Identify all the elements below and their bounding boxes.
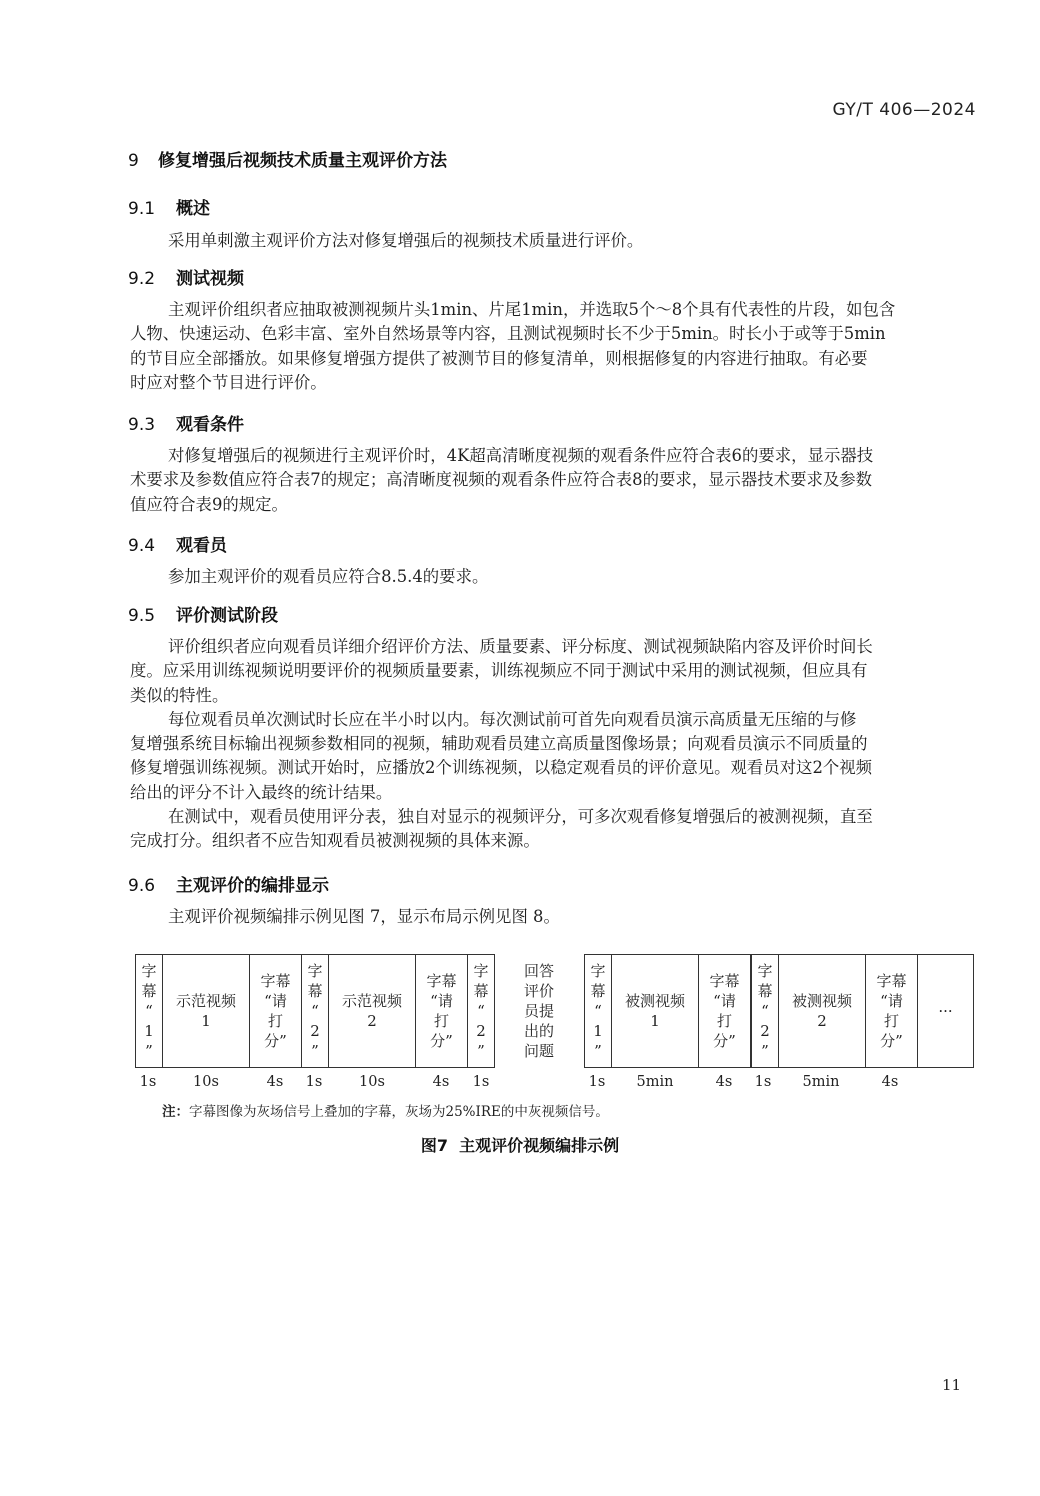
section-9-3-title: 观看条件 — [176, 415, 244, 435]
schedule-cell — [301, 954, 329, 1068]
caption-number: 图7 — [420, 1136, 448, 1155]
schedule-cell-text: 幕 — [307, 982, 323, 1000]
paragraph-line: 术要求及参数值应符合表7的规定；高清晰度视频的观看条件应符合表8的要求，显示器技术要求及参数 — [130, 470, 873, 490]
paragraph-line: 人物、快速运动、色彩丰富、室外自然场景等内容，且测试视频时长不少于5min。时长小于或等于5min — [130, 324, 886, 344]
schedule-cell-text: 字 — [473, 962, 489, 980]
schedule-cell-text: 2 — [367, 1012, 377, 1030]
schedule-cell-text: ” — [594, 1042, 602, 1060]
timeline-duration: 1s — [305, 1074, 323, 1090]
schedule-cell-text: “请 — [880, 992, 903, 1010]
schedule-cell-text: 幕 — [473, 982, 489, 1000]
schedule-cell-text: 被测视频 — [624, 992, 685, 1010]
schedule-cell-text: 打 — [433, 1012, 449, 1030]
schedule-cell-text: 1 — [144, 1022, 154, 1040]
schedule-cell-text: 打 — [883, 1012, 899, 1030]
schedule-cell-text: 1 — [593, 1022, 603, 1040]
schedule-cell-text: 字 — [590, 962, 606, 980]
schedule-cell-text: 出的 — [523, 1022, 554, 1040]
section-9-5-title: 评价测试阶段 — [176, 606, 278, 626]
schedule-cell-text: ” — [311, 1042, 319, 1060]
paragraph-line: 时应对整个节目进行评价。 — [130, 372, 327, 392]
paragraph-line: 主观评价组织者应抽取被测视频片头1min、片尾1min，并选取5个～8个具有代表性的片段，如包含 — [168, 300, 896, 319]
section-9-2-title: 测试视频 — [176, 269, 244, 289]
schedule-cell-text: ” — [761, 1042, 769, 1060]
timeline-duration: 1s — [472, 1074, 490, 1090]
schedule-cell — [249, 954, 302, 1068]
paragraph-line: 采用单刺激主观评价方法对修复增强后的视频技术质量进行评价。 — [168, 231, 644, 250]
paragraph-line: 对修复增强后的视频进行主观评价时，4K超高清晰度视频的观看条件应符合表6的要求，显示器技 — [168, 446, 874, 465]
section-9-2-heading — [128, 264, 244, 289]
schedule-cell — [917, 954, 974, 1068]
page-number: 11 — [942, 1376, 962, 1394]
section-9-heading — [128, 146, 447, 171]
paragraph-line: 给出的评分不计入最终的统计结果。 — [130, 782, 393, 802]
schedule-cell-text: “ — [761, 1002, 769, 1020]
timeline-duration: 1s — [139, 1074, 157, 1090]
schedule-cell-text: 示范视频 — [341, 992, 402, 1010]
schedule-cell-text: “ — [594, 1002, 602, 1020]
section-9-3-body — [130, 444, 978, 517]
schedule-cell-text: 问题 — [523, 1042, 554, 1060]
schedule-cell-text: 打 — [716, 1012, 732, 1030]
paragraph-line: 的节目应全部播放。如果修复增强方提供了被测节目的修复清单，则根据修复的内容进行抽取。有必要 — [130, 348, 868, 368]
section-9-3-heading — [128, 410, 244, 435]
schedule-cell — [751, 954, 779, 1068]
caption-title: 主观评价视频编排示例 — [459, 1136, 620, 1155]
schedule-cell — [611, 954, 699, 1068]
figure-7-note — [162, 1100, 609, 1120]
section-9-number: 9 — [128, 151, 139, 171]
timeline-duration: 4s — [432, 1074, 450, 1090]
section-9-4-number: 9.4 — [128, 536, 156, 556]
schedule-cell — [162, 954, 250, 1068]
paragraph-line: 评价组织者应向观看员详细介绍评价方法、质量要素、评分标度、测试视频缺陷内容及评价时间长 — [168, 637, 873, 656]
section-9-6-title: 主观评价的编排显示 — [176, 876, 329, 896]
paragraph-line: 度。应采用训练视频说明要评价的视频质量要素，训练视频应不同于测试中采用的测试视频，但应具有 — [130, 661, 868, 681]
timeline-duration: 5min — [802, 1074, 840, 1090]
section-9-1-body — [130, 229, 978, 253]
schedule-cell-text: 示范视频 — [175, 992, 236, 1010]
schedule-cell — [698, 954, 751, 1068]
schedule-cell-text: 分” — [264, 1032, 287, 1050]
section-9-6-number: 9.6 — [128, 876, 156, 896]
timeline-duration: 5min — [636, 1074, 674, 1090]
timeline-duration: 4s — [715, 1074, 733, 1090]
schedule-cell-text: 字幕 — [426, 972, 457, 990]
schedule-cell-text: 分” — [880, 1032, 903, 1050]
schedule-cell-text: 字 — [307, 962, 323, 980]
figure-7-caption — [0, 1133, 1040, 1156]
schedule-cell-text: 分” — [713, 1032, 736, 1050]
schedule-cell-text: 字幕 — [260, 972, 291, 990]
section-9-1-heading — [128, 194, 210, 219]
schedule-cell-text: 字 — [141, 962, 157, 980]
schedule-cell-text: ” — [145, 1042, 153, 1060]
schedule-cell-text: 员提 — [523, 1002, 554, 1020]
schedule-cell-text: “ — [145, 1002, 153, 1020]
section-9-3-number: 9.3 — [128, 415, 156, 435]
paragraph-line: 值应符合表9的规定。 — [130, 494, 288, 514]
section-9-1-title: 概述 — [176, 199, 210, 219]
schedule-cell-text: 幕 — [141, 982, 157, 1000]
schedule-cell-text: “ — [477, 1002, 485, 1020]
schedule-cell-text: 幕 — [757, 982, 773, 1000]
timeline-duration: 4s — [881, 1074, 899, 1090]
schedule-cell-text: “请 — [713, 992, 736, 1010]
timeline-duration: 1s — [588, 1074, 606, 1090]
schedule-cell-text: ··· — [938, 1002, 953, 1020]
paragraph-line: 修复增强训练视频。测试开始时，应播放2个训练视频，以稳定观看员的评价意见。观看员对这2个视频 — [130, 758, 873, 778]
schedule-cell-text: 幕 — [590, 982, 606, 1000]
section-9-5-heading — [128, 601, 278, 626]
schedule-cell-text: 2 — [817, 1012, 827, 1030]
paragraph-line: 每位观看员单次测试时长应在半小时以内。每次测试前可首先向观看员演示高质量无压缩的与修 — [168, 709, 857, 729]
schedule-cell-text: 评价 — [523, 982, 554, 1000]
section-9-4-title: 观看员 — [176, 536, 227, 556]
schedule-cell-text: 字 — [757, 962, 773, 980]
section-9-5-body — [130, 635, 978, 854]
section-9-2-number: 9.2 — [128, 269, 156, 289]
paragraph-line: 参加主观评价的观看员应符合8.5.4的要求。 — [168, 567, 489, 586]
note-text: 字幕图像为灰场信号上叠加的字幕，灰场为25%IRE的中灰视频信号。 — [189, 1104, 609, 1120]
schedule-cell-text: 2 — [476, 1022, 486, 1040]
schedule-cell — [778, 954, 866, 1068]
schedule-cell-text: ” — [477, 1042, 485, 1060]
schedule-cell — [135, 954, 163, 1068]
paragraph-line: 在测试中，观看员使用评分表，独自对显示的视频评分，可多次观看修复增强后的被测视频，直至 — [168, 807, 873, 827]
schedule-cell-text: 2 — [760, 1022, 770, 1040]
section-9-1-number: 9.1 — [128, 199, 156, 219]
section-9-5-number: 9.5 — [128, 606, 156, 626]
schedule-cell-text: 字幕 — [709, 972, 740, 990]
timeline-duration: 1s — [754, 1074, 772, 1090]
schedule-cell-text: 字幕 — [876, 972, 907, 990]
schedule-cell — [865, 954, 918, 1068]
schedule-cell-text: 分” — [430, 1032, 453, 1050]
schedule-cell — [499, 954, 579, 1068]
schedule-cell — [415, 954, 468, 1068]
paragraph-line: 类似的特性。 — [130, 685, 229, 705]
paragraph-line: 完成打分。组织者不应告知观看员被测视频的具体来源。 — [130, 831, 540, 851]
timeline-duration: 4s — [266, 1074, 284, 1090]
section-9-6-heading — [128, 871, 329, 896]
schedule-cell-text: “请 — [430, 992, 453, 1010]
schedule-cell-text: 1 — [201, 1012, 211, 1030]
section-9-4-heading — [128, 531, 227, 556]
schedule-cell-text: 打 — [267, 1012, 283, 1030]
standard-id-header: GY/T 406—2024 — [832, 100, 976, 120]
schedule-cell-text: “ — [311, 1002, 319, 1020]
timeline-duration: 10s — [359, 1074, 385, 1090]
paragraph-line: 主观评价视频编排示例见图 7，显示布局示例见图 8。 — [168, 907, 560, 926]
timeline-duration: 10s — [193, 1074, 219, 1090]
schedule-cell-text: “请 — [264, 992, 287, 1010]
schedule-cell-text: 1 — [650, 1012, 660, 1030]
schedule-cell-text: 回答 — [523, 962, 554, 980]
schedule-cell — [584, 954, 612, 1068]
section-9-6-body — [130, 905, 978, 929]
schedule-cell-text: 2 — [310, 1022, 320, 1040]
note-label: 注： — [162, 1104, 189, 1120]
section-9-4-body — [130, 565, 978, 589]
section-9-title: 修复增强后视频技术质量主观评价方法 — [158, 151, 447, 171]
schedule-cell-text: 被测视频 — [791, 992, 852, 1010]
section-9-2-body — [130, 298, 978, 395]
schedule-cell — [467, 954, 495, 1068]
schedule-cell — [328, 954, 416, 1068]
paragraph-line: 复增强系统目标输出视频参数相同的视频，辅助观看员建立高质量图像场景；向观看员演示不同质量的 — [130, 734, 868, 754]
